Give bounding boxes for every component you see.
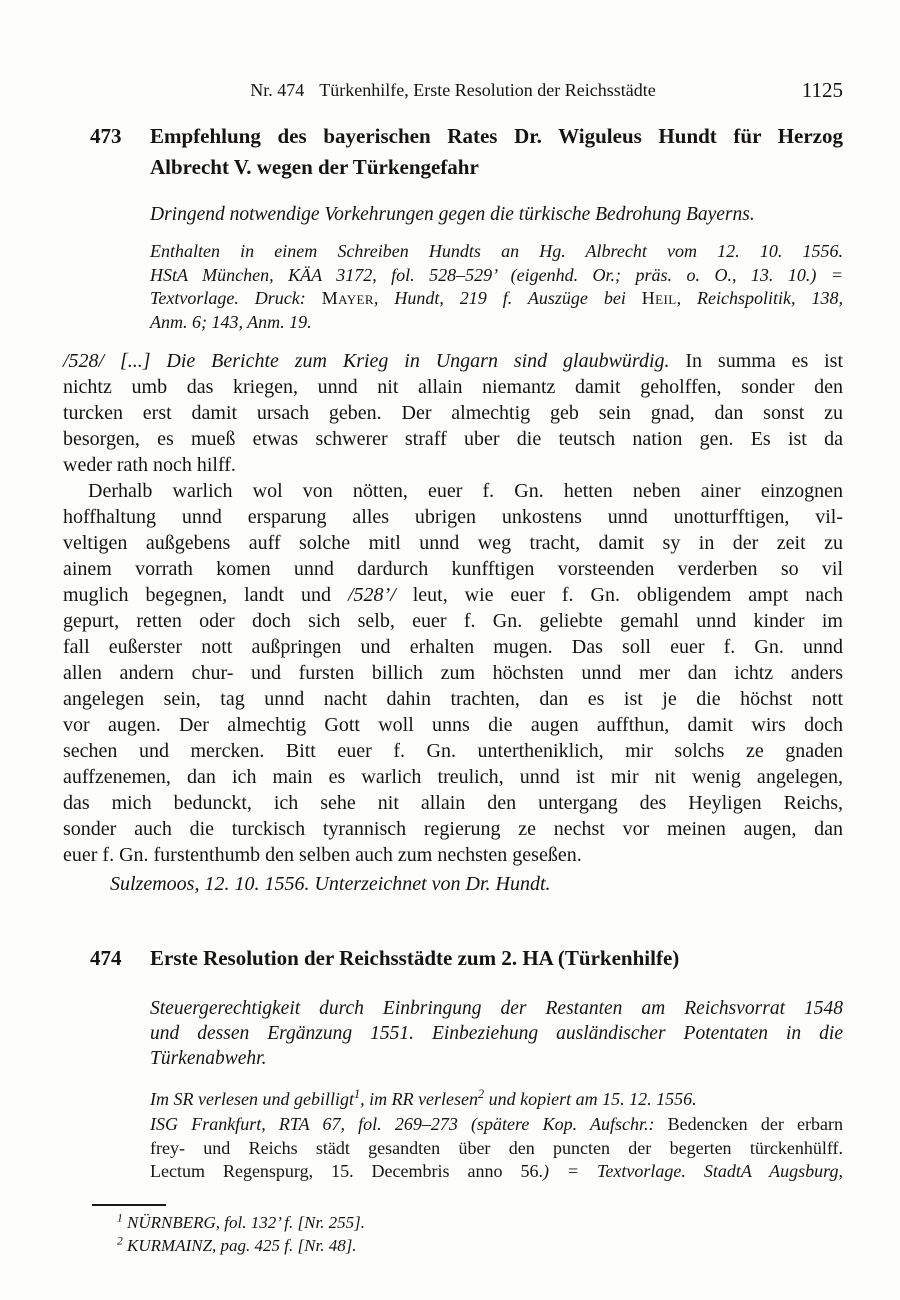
page-number: 1125: [801, 78, 843, 102]
text-segment: , im RR verlesen: [360, 1089, 479, 1109]
doc-473-number: 473: [90, 124, 122, 148]
text-line: [63, 764, 843, 790]
doc-474-summary: [150, 996, 843, 1071]
text-line: [63, 816, 843, 842]
doc-473-heading: [63, 121, 843, 183]
doc-473-provenance: [150, 240, 843, 334]
text-segment: Albrecht V. wegen der Türkengefahr: [150, 155, 479, 179]
footnote-separator-rule: [92, 1204, 166, 1206]
running-head-title: Türkenhilfe, Erste Resolution der Reichsstädte: [319, 80, 656, 100]
text-segment: Sulzemoos, 12. 10. 1556. Unterzeichnet von Dr. Hundt.: [110, 873, 551, 895]
text-line: [150, 152, 843, 183]
text-segment: ISG Frankfurt, RTA 67, fol. 269–273 (spätere Kop. Aufschr.:: [150, 1114, 668, 1134]
text-segment: /528’/: [348, 584, 396, 606]
text-line: [63, 530, 843, 556]
text-line: [150, 121, 843, 152]
footnote-marker: 1: [353, 1087, 361, 1101]
text-line: [150, 202, 843, 227]
text-line: [150, 943, 843, 974]
footnotes: [63, 1211, 843, 1257]
text-segment: Derhalb warlich wol von nötten, euer f. Gn. hetten neben ainer einzognen: [88, 480, 843, 502]
text-segment: sonder auch die turckisch tyrannisch regierung ze nechst vor meinen augen, dan: [63, 818, 843, 840]
text-segment: Enthalten in einem Schreiben Hundts an Hg. Albrecht vom 12. 10. 1556.: [150, 241, 843, 261]
text-line: [63, 842, 843, 868]
text-segment: fall eußerster nott außpringen und erhalten mugen. Das soll euer f. Gn. unnd: [63, 636, 843, 658]
text-segment: ) = Textvorlage. StadtA Augsburg,: [542, 1161, 843, 1181]
text-segment: frey- und Reichs städt gesandten über den puncten der begerten türckenhülff.: [150, 1137, 843, 1158]
doc-473-paragraph-2: [63, 478, 843, 868]
text-line: [150, 1088, 843, 1112]
doc-473-dateline: [110, 871, 800, 897]
text-segment: gepurt, retten oder doch sich selb, euer f. Gn. geliebte gemahl unnd kinder im: [63, 610, 843, 632]
text-segment: das mich bedunckt, ich sehe nit allain den untergang des Heyligen Reichs,: [63, 792, 843, 814]
text-segment: Mayer: [321, 288, 374, 308]
text-segment: , Reichspolitik, 138,: [676, 288, 843, 308]
doc-473-title: [150, 121, 843, 183]
text-segment: und kopiert am 15. 12. 1556.: [484, 1089, 697, 1109]
text-line: [63, 712, 843, 738]
text-segment: ainem vorrath komen unnd dardurch kunfftigen vorsteenden verderben so vil: [63, 558, 843, 580]
text-segment: Lectum Regenspurg, 15. Decembris anno 56.: [150, 1161, 543, 1181]
text-line: [150, 1113, 843, 1137]
doc-474-title: [150, 943, 843, 974]
text-line: [150, 287, 843, 311]
text-line: [150, 1021, 843, 1046]
text-line: [150, 1160, 843, 1184]
footnote-marker: 1: [117, 1211, 123, 1225]
text-segment: Heil: [641, 288, 677, 308]
text-segment: In summa es ist: [669, 350, 843, 372]
text-segment: HStA München, KÄA 3172, fol. 528–529’ (eigenhd. Or.; präs. o. O., 13. 10.) =: [150, 264, 843, 285]
doc-473-paragraph-1: [63, 348, 843, 478]
text-line: [150, 996, 843, 1021]
running-head-center: [63, 80, 843, 101]
running-head-doc-number: Nr. 474: [250, 80, 305, 100]
text-segment: , Hundt, 219 f. Auszüge bei: [373, 288, 642, 308]
text-segment: Textvorlage. Druck:: [150, 288, 322, 308]
text-segment: turcken erst damit ursach geben. Der almechtig geb sein gnad, dan sonst zu: [63, 402, 843, 424]
text-line: [63, 738, 843, 764]
doc-474-provenance-1: [150, 1088, 843, 1112]
text-line: [63, 660, 843, 686]
text-segment: Erste Resolution der Reichsstädte zum 2. HA (Türkenhilfe): [150, 946, 680, 970]
doc-474-number: 474: [90, 946, 122, 970]
text-line: [63, 790, 843, 816]
text-line: [150, 1137, 843, 1161]
text-segment: vor augen. Der almechtig Gott woll unns die augen auffthun, damit wirs doch: [63, 714, 843, 736]
text-line: [150, 264, 843, 288]
text-line: [150, 1046, 843, 1071]
text-segment: hoffhaltung unnd ersparung alles ubrigen unkostens unnd unotturfftigen, vil-: [63, 506, 843, 528]
text-line: [63, 634, 843, 660]
text-line: [150, 240, 843, 264]
text-line: [63, 400, 843, 426]
text-line: [150, 311, 843, 335]
text-line: [63, 374, 843, 400]
text-segment: weder rath noch hilff.: [63, 454, 236, 476]
text-segment: KURMAINZ, pag. 425 f. [Nr. 48].: [122, 1236, 357, 1255]
text-segment: Steuergerechtigkeit durch Einbringung der Restanten am Reichsvorrat 1548: [150, 998, 843, 1019]
doc-474-provenance-2: [150, 1113, 843, 1184]
text-line: [63, 1234, 843, 1257]
text-segment: Anm. 6; 143, Anm. 19.: [150, 311, 312, 332]
text-segment: NÜRNBERG, fol. 132’ f. [Nr. 255].: [122, 1213, 366, 1232]
text-segment: besorgen, es mueß etwas schwerer straff uber die teutsch nation gen. Es ist da: [63, 428, 843, 450]
text-line: [63, 426, 843, 452]
text-segment: angelegen sein, tag unnd nacht dahin trachten, dan es ist je die höchst nott: [63, 688, 843, 710]
text-segment: nichtz umb das kriegen, unnd nit allain niemantz damit geholffen, sonder den: [63, 376, 843, 398]
text-segment: Türkenabwehr.: [150, 1048, 267, 1069]
text-segment: auffzenemen, dan ich main es warlich treulich, unnd ist mir nit wenig angelegen,: [63, 766, 843, 788]
text-line: [63, 556, 843, 582]
text-segment: veltigen außgebens auff solche mitl unnd weg tracht, damit sy in der zeit zu: [63, 532, 843, 554]
text-line: [63, 582, 843, 608]
text-line: [63, 1211, 843, 1234]
text-segment: Dringend notwendige Vorkehrungen gegen die türkische Bedrohung Bayerns.: [150, 204, 755, 225]
doc-474-heading: [63, 943, 843, 974]
text-line: [110, 871, 800, 897]
text-segment: sechen und mercken. Bitt euer f. Gn. untertheniklich, mir solchs ze gnaden: [63, 740, 843, 762]
text-line: [63, 348, 843, 374]
footnote-marker: 2: [117, 1234, 123, 1248]
footnote-marker: 2: [478, 1087, 485, 1101]
text-segment: euer f. Gn. furstenthumb den selben auch zum nechsten geseßen.: [63, 844, 582, 866]
text-segment: /528/ [...] Die Berichte zum Krieg in Ungarn sind glaubwürdig.: [63, 350, 670, 372]
text-segment: Empfehlung des bayerischen Rates Dr. Wiguleus Hundt für Herzog: [150, 124, 843, 148]
text-line: [63, 452, 843, 478]
text-line: [63, 608, 843, 634]
text-segment: Bedencken der erbarn: [667, 1114, 843, 1134]
text-line: [63, 686, 843, 712]
text-line: [63, 478, 843, 504]
text-segment: allen andern chur- und fursten billich zum höchsten unnd mer dan ichtz anders: [63, 662, 843, 684]
text-segment: muglich begegnen, landt und: [63, 584, 348, 606]
running-head: [63, 80, 843, 106]
text-line: [63, 504, 843, 530]
text-segment: leut, wie euer f. Gn. obligendem ampt nach: [395, 584, 843, 606]
text-segment: und dessen Ergänzung 1551. Einbeziehung ausländischer Potentaten in die: [150, 1023, 843, 1044]
doc-473-summary: [150, 202, 843, 227]
text-segment: Im SR verlesen und gebilligt: [150, 1089, 354, 1109]
